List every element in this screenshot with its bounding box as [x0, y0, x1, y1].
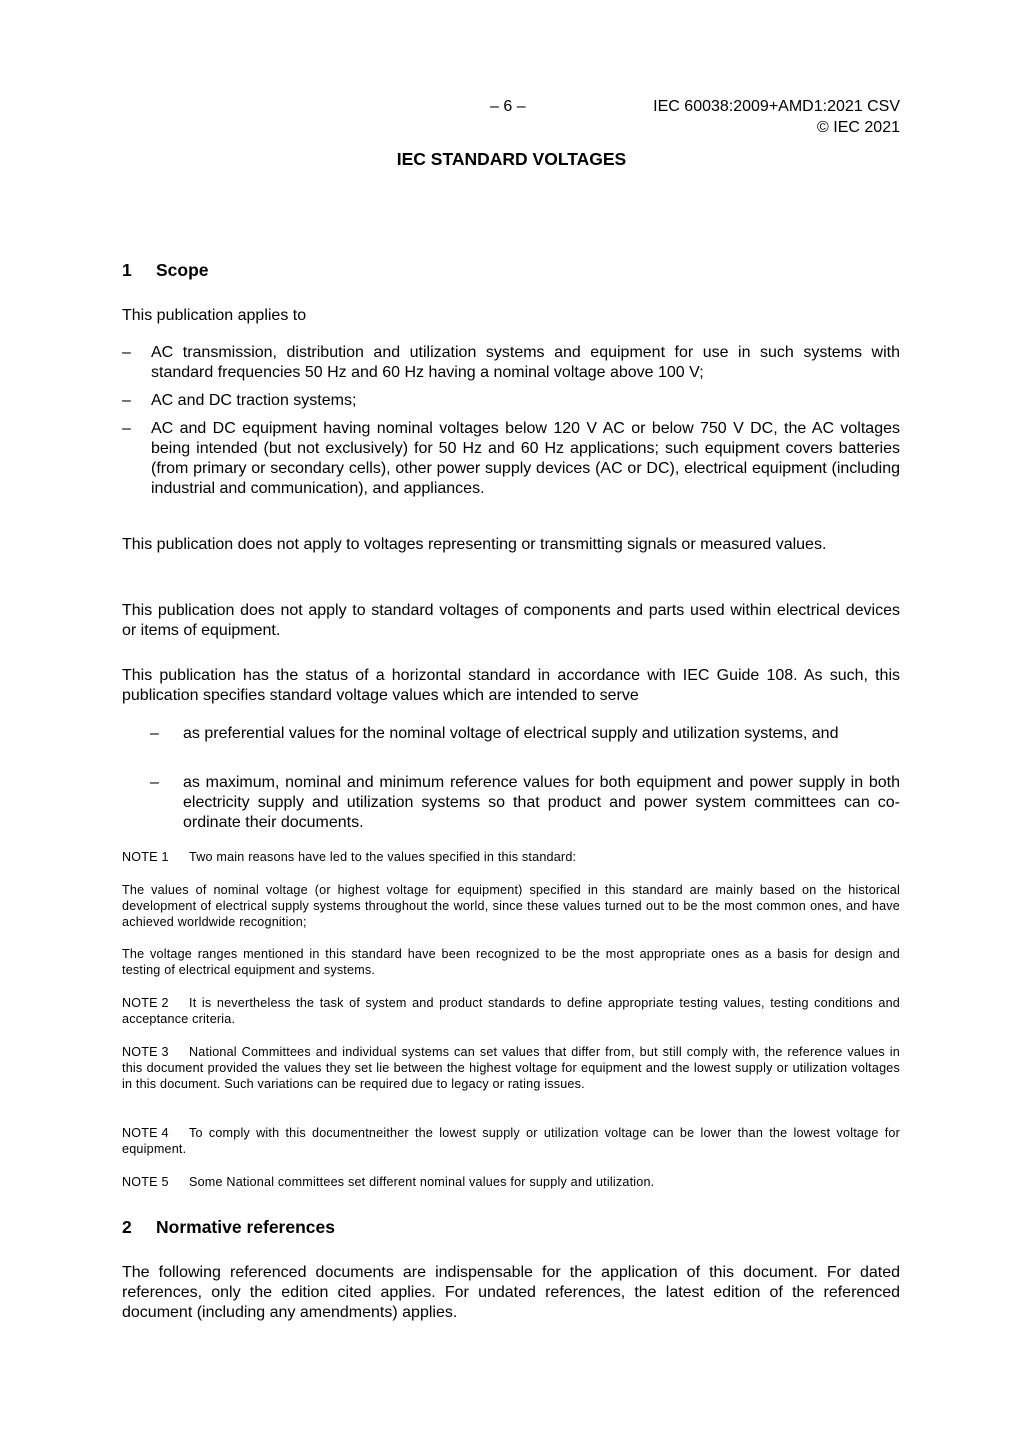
note-text: To comply with this documentneither the lowest supply or utilization voltage can be lower than the lowest voltage for equipment.: [122, 1126, 900, 1156]
page-number: – 6 –: [490, 98, 526, 115]
note-text: Two main reasons have led to the values specified in this standard:: [189, 850, 577, 864]
list-item-text: AC and DC traction systems;: [151, 392, 357, 409]
note-1: [122, 849, 900, 865]
section-number: 2: [122, 1217, 132, 1237]
note-label: NOTE 3: [122, 1045, 169, 1059]
paragraph-not-components: This publication does not apply to standard voltages of components and parts used within electrical devices or items of equipment.: [122, 602, 900, 639]
list-item-text: as maximum, nominal and minimum reference values for both equipment and power supply in both electricity supply and utilization systems so that product and power system committees can co-ordinate their documents.: [183, 774, 900, 831]
note-label: NOTE 5: [122, 1175, 169, 1189]
dash-bullet: –: [122, 392, 131, 409]
note-4: [122, 1125, 900, 1157]
note-5: [122, 1174, 900, 1190]
note-text: It is nevertheless the task of system and product standards to define appropriate testing values, testing conditions and acceptance criteria.: [122, 996, 900, 1026]
list-item: [122, 391, 900, 411]
paragraph-not-signals: This publication does not apply to voltages representing or transmitting signals or measured values.: [122, 536, 827, 553]
list-item-text: as preferential values for the nominal voltage of electrical supply and utilization systems, and: [183, 725, 839, 742]
dash-bullet: –: [150, 725, 159, 742]
note-label: NOTE 1: [122, 850, 169, 864]
normative-references-paragraph: The following referenced documents are indispensable for the application of this document. For dated references, only the edition cited applies. For undated references, the latest edition of the referenced document (including any amendments) applies.: [122, 1264, 900, 1321]
dash-bullet: –: [150, 774, 159, 791]
section-number: 1: [122, 260, 132, 280]
section-title: Normative references: [156, 1217, 335, 1237]
note-1-paragraph-2: The voltage ranges mentioned in this standard have been recognized to be the most appropriate ones as a basis for design and testing of electrical equipment and systems.: [122, 947, 900, 977]
dash-bullet: –: [122, 420, 131, 437]
note-1-paragraph-1: The values of nominal voltage (or highest voltage for equipment) specified in this standard are mainly based on the historical development of electrical supply systems throughout the world, since these values turned out to be the most common ones, and have achieved worldwide recognition;: [122, 883, 900, 929]
list-item-text: AC transmission, distribution and utilization systems and equipment for use in such systems with standard frequencies 50 Hz and 60 Hz having a nominal voltage above 100 V;: [151, 344, 900, 381]
section-1-heading: [122, 259, 900, 281]
note-2: [122, 995, 900, 1027]
document-title: IEC STANDARD VOLTAGES: [396, 149, 627, 169]
list-item-text: AC and DC equipment having nominal voltages below 120 V AC or below 750 V DC, the AC voltages being intended (but not exclusively) for 50 Hz and 60 Hz applications; such equipment covers batteries (from primary or secondary cells), other power supply devices (AC or DC), electrical equipment (including industrial and communication), and appliances.: [151, 420, 900, 497]
document-id: IEC 60038:2009+AMD1:2021 CSV: [653, 98, 900, 115]
note-label: NOTE 2: [122, 996, 169, 1010]
copyright-notice: © IEC 2021: [817, 119, 900, 136]
section-title: Scope: [156, 260, 209, 280]
list-item: [150, 724, 900, 744]
section-2-heading: [122, 1216, 900, 1238]
dash-bullet: –: [122, 344, 131, 361]
list-item: [122, 343, 900, 383]
scope-intro: This publication applies to: [122, 307, 307, 324]
list-item: [150, 773, 900, 833]
note-text: Some National committees set different nominal values for supply and utilization.: [189, 1175, 655, 1189]
list-item: [122, 419, 900, 499]
paragraph-horizontal-standard: This publication has the status of a horizontal standard in accordance with IEC Guide 108. As such, this publication specifies standard voltage values which are intended to serve: [122, 667, 900, 704]
note-label: NOTE 4: [122, 1126, 169, 1140]
note-text: National Committees and individual systems can set values that differ from, but still comply with, the reference values in this document provided the values they set lie between the highest voltage for equipment and the lowest supply or utilization voltages in this document. Such variations can be required due to legacy or rating issues.: [122, 1045, 900, 1091]
note-3: [122, 1044, 900, 1092]
